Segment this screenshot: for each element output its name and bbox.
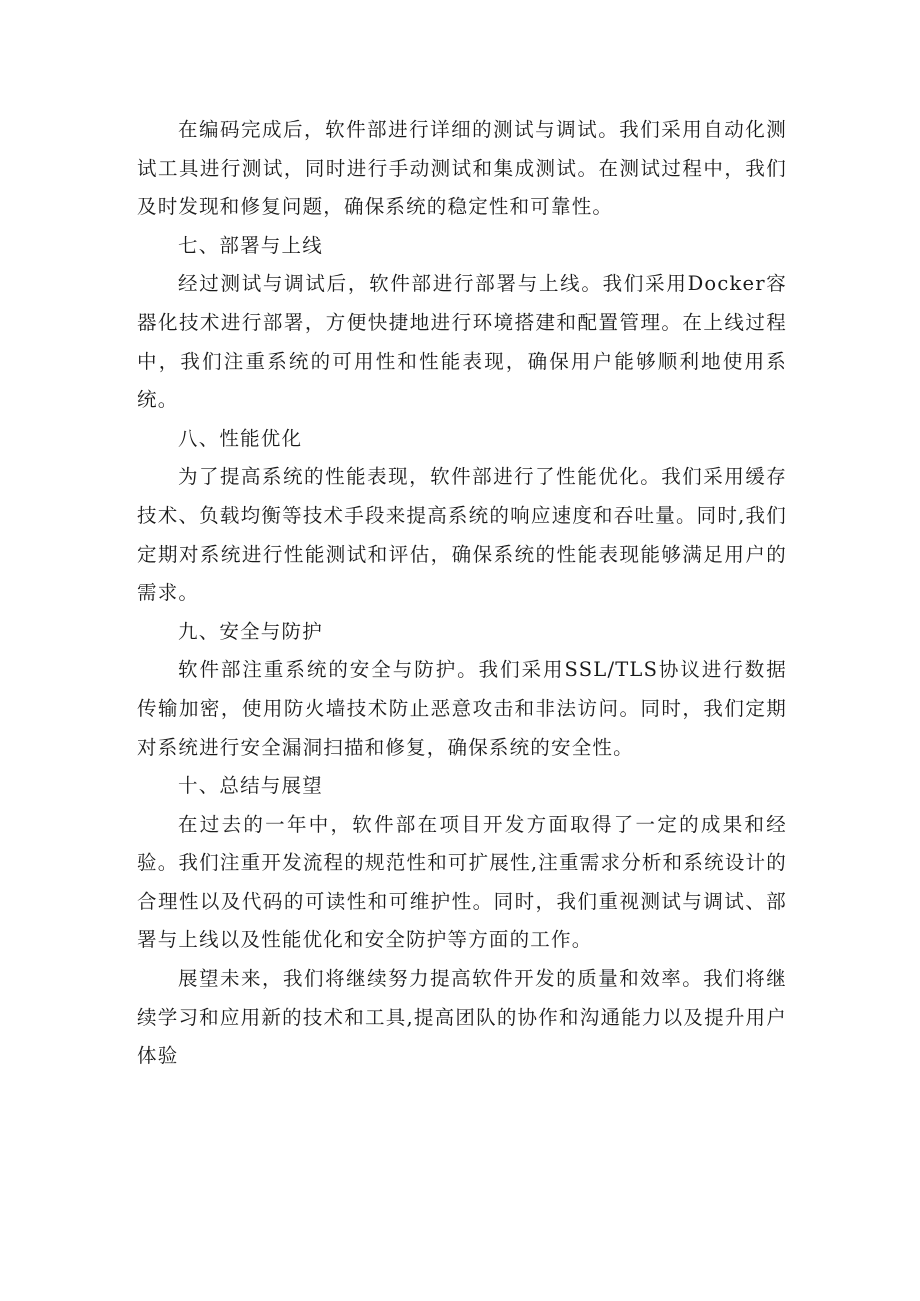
heading-performance: 八、性能优化: [178, 426, 303, 450]
paragraph-performance: 为了提高系统的性能表现，软件部进行了性能优化。我们采用缓存技术、负载均衡等技术手段来提高系统的响应速度和吞吐量。同时,我们定期对系统进行性能测试和评估，确保系统的性能表现能够满足用户的需求。: [137, 465, 787, 605]
paragraph-outlook: 展望未来，我们将继续努力提高软件开发的质量和效率。我们将继续学习和应用新的技术和工具,提高团队的协作和沟通能力以及提升用户体验: [137, 967, 787, 1068]
paragraph-deployment: 经过测试与调试后，软件部进行部署与上线。我们采用Docker容器化技术进行部署，方便快捷地进行环境搭建和配置管理。在上线过程中，我们注重系统的可用性和性能表现，确保用户能够顺利地使用系统。: [137, 272, 787, 412]
heading-security: 九、安全与防护: [178, 619, 323, 643]
document-body: [137, 111, 787, 1076]
paragraph-summary: 在过去的一年中，软件部在项目开发方面取得了一定的成果和经验。我们注重开发流程的规范性和可扩展性,注重需求分析和系统设计的合理性以及代码的可读性和可维护性。同时，我们重视测试与调试、部署与上线以及性能优化和安全防护等方面的工作。: [137, 812, 787, 952]
heading-summary: 十、总结与展望: [178, 774, 323, 798]
paragraph-testing: 在编码完成后，软件部进行详细的测试与调试。我们采用自动化测试工具进行测试，同时进行手动测试和集成测试。在测试过程中，我们及时发现和修复问题，确保系统的稳定性和可靠性。: [137, 118, 787, 219]
heading-deployment: 七、部署与上线: [178, 233, 323, 257]
paragraph-security: 软件部注重系统的安全与防护。我们采用SSL/TLS协议进行数据传输加密，使用防火墙技术防止恶意攻击和非法访问。同时，我们定期对系统进行安全漏洞扫描和修复，确保系统的安全性。: [137, 658, 787, 759]
